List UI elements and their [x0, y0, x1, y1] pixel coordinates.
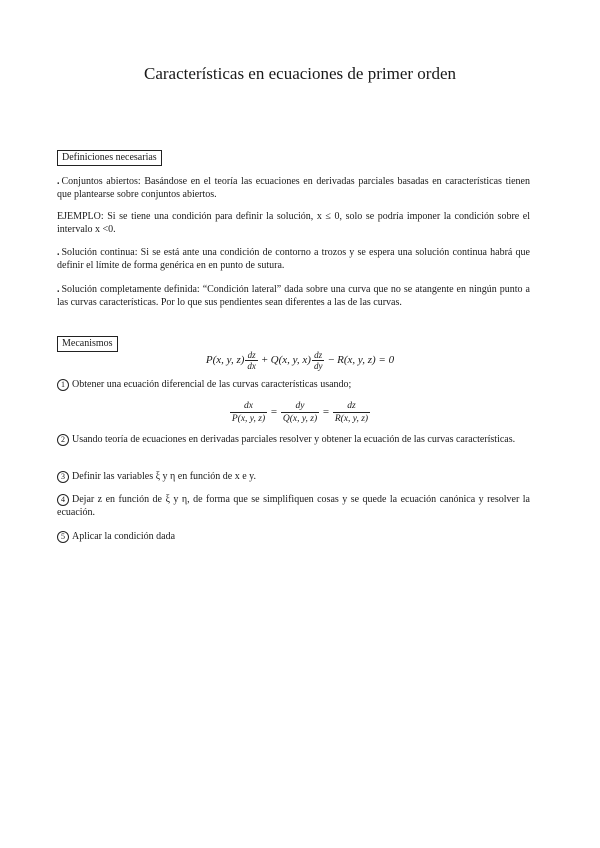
numerator: dz [312, 350, 325, 361]
step-5 [57, 530, 530, 543]
definition-ejemplo [57, 210, 530, 236]
step-number-circle: 4 [57, 494, 69, 506]
step-text: Definir las variables ξ y η en función de x e y. [72, 471, 256, 482]
fraction-dz-dy [312, 350, 325, 371]
section-heading-mecanismos: Mecanismos [57, 336, 118, 352]
definition-text: Conjuntos abiertos: Basándose en el teoría las ecuaciones en derivadas parciales basadas en características tienen que plantearse sobre conjuntos abiertos. [57, 176, 530, 200]
fraction-dy-q [281, 400, 319, 425]
step-1 [57, 378, 530, 391]
definition-solucion-completa [57, 283, 530, 309]
step-text: Obtener una ecuación diferencial de las curvas características usando; [72, 379, 352, 390]
step-number-circle: 2 [57, 434, 69, 446]
denominator: dx [247, 361, 256, 371]
step-text: Aplicar la condición dada [72, 531, 176, 542]
definition-solucion-continua [57, 246, 530, 272]
eq-term-q: Q(x, y, x) [270, 354, 311, 367]
denominator: R(x, y, z) [334, 414, 369, 424]
minus-sign: − [328, 354, 335, 367]
denominator: dy [313, 361, 323, 371]
numerator: dz [245, 350, 258, 361]
equation-pde [0, 350, 600, 371]
numerator: dx [230, 400, 267, 413]
step-text: Dejar z en función de ξ y η, de forma que se simplifiquen cosas y se quede la ecuación canónica y resolver la ecuación. [57, 494, 530, 518]
bullet-marker: . [57, 284, 60, 295]
definition-text: Solución completamente definida: “Condición lateral” dada sobre una curva que no se atangente en ningún punto a las curvas características. Por lo que sus pendientes sean diferentes a las de las curvas. [57, 284, 530, 308]
definition-text: Solución continua: Si se está ante una condición de contorno a trozos y se espera una solución continua habrá que definir el límite de forma genérica en en punto de sutura. [57, 247, 530, 271]
numerator: dy [281, 400, 319, 413]
denominator: P(x, y, z) [231, 414, 266, 424]
denominator: Q(x, y, z) [282, 414, 318, 424]
numerator: dz [333, 400, 370, 413]
plus-sign: + [261, 354, 268, 367]
eq-term-r: R(x, y, z) = 0 [337, 354, 395, 367]
eq-term-p: P(x, y, z) [205, 354, 245, 367]
section-heading-definiciones: Definiciones necesarias [57, 150, 162, 166]
step-2 [57, 433, 530, 446]
step-number-circle: 5 [57, 531, 69, 543]
fraction-dz-dx [245, 350, 258, 371]
definition-text: EJEMPLO: Si se tiene una condición para definir la solución, x ≤ 0, solo se podría imponer la condición sobre el intervalo x <0. [57, 211, 530, 235]
equals-sign: = [270, 406, 278, 419]
step-number-circle: 3 [57, 471, 69, 483]
step-text: Usando teoría de ecuaciones en derivadas parciales resolver y obtener la ecuación de las curvas características. [72, 434, 516, 445]
equation-characteristics [0, 400, 600, 425]
step-number-circle: 1 [57, 379, 69, 391]
fraction-dx-p [230, 400, 267, 425]
step-4 [57, 493, 530, 519]
step-3 [57, 470, 530, 483]
fraction-dz-r [333, 400, 370, 425]
equals-sign: = [322, 406, 330, 419]
definition-conjuntos-abiertos [57, 175, 530, 201]
page-title: Características en ecuaciones de primer orden [144, 64, 456, 83]
bullet-marker: . [57, 176, 60, 187]
bullet-marker: . [57, 247, 60, 258]
